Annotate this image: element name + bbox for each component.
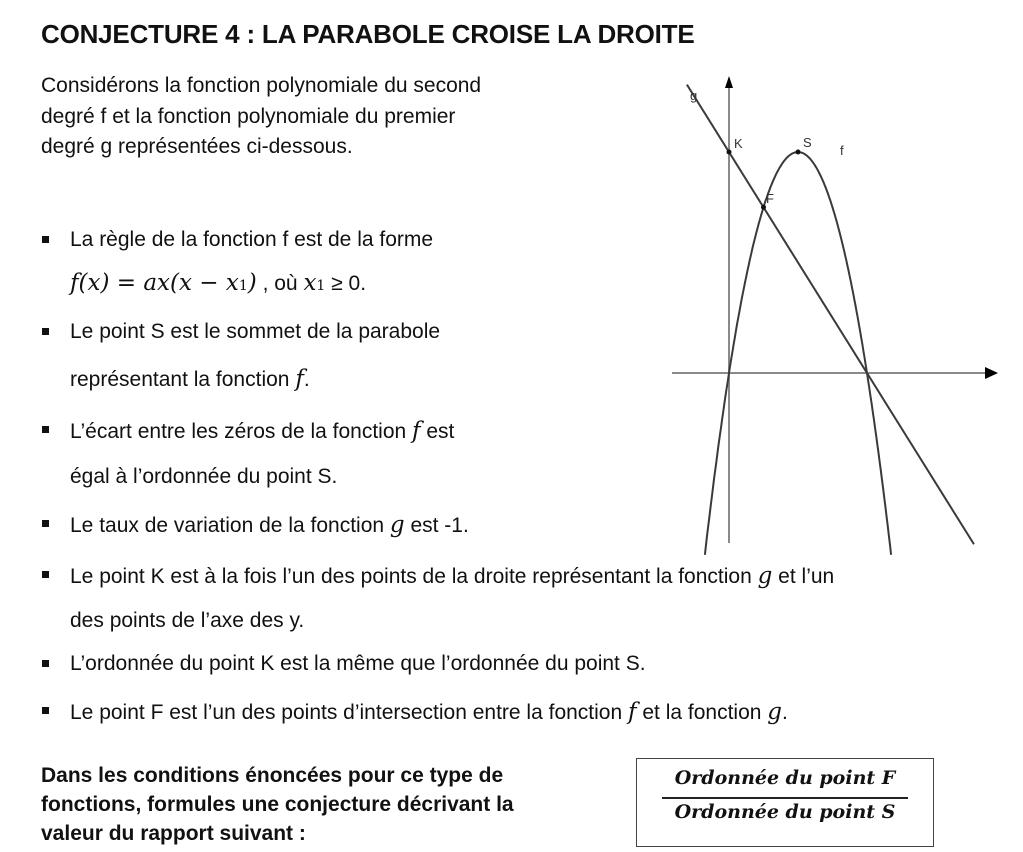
y-axis-arrow-icon [725,76,733,88]
ratio-numerator: Ordonnée du point F [674,767,896,789]
condition-rest: ≥ 0. [325,272,367,295]
bullet-text-part: est -1. [404,514,469,537]
bullet-text: L’ordonnée du point K est la même que l’ordonnée du point S. [70,652,646,675]
formula-body: (x) = ax(x − x [78,270,239,296]
bullet-text-part: Le point K est à la fois l’un des points de la droite représentant la fonction [70,565,758,588]
bullet-text-part: . [782,701,788,724]
condition-subscript: 1 [316,278,326,294]
parabola-f [705,152,891,555]
bullet-text-part: L’écart entre les zéros de la fonction [70,420,413,443]
formula-subscript: 1 [238,278,248,294]
label-k: K [734,136,743,151]
bullet-text: représentant la fonction [70,368,296,391]
label-f-curve: f [840,143,844,158]
bullet-text-part: Le point F est l’un des points d’intersection entre la fonction [70,701,628,724]
formula-close: ) [247,270,257,296]
ratio-denominator: Ordonnée du point S [674,801,896,823]
bullet-text-part: Le taux de variation de la fonction [70,514,390,537]
math-variable: f [412,418,421,444]
bullet-continuation: des points de l’axe des y. [70,609,305,632]
intro-line: Considérons la fonction polynomiale du second [41,74,482,97]
bullet-text: . [303,368,310,391]
bullet-text-part: et la fonction [636,701,768,724]
label-s: S [803,135,812,150]
x-axis-arrow-icon [985,367,998,379]
page-title: CONJECTURE 4 : LA PARABOLE CROISE LA DROITE [41,19,695,49]
math-variable: f [295,366,304,392]
question-line: fonctions, formules une conjecture décrivant la [41,793,514,816]
bullet-text-part: et l’un [772,565,835,588]
question-line: valeur du rapport suivant : [41,822,306,845]
formula-after: , où [256,272,304,295]
bullet-text-part: est [420,420,455,443]
math-variable: f [628,699,637,725]
formula-f: f [70,270,79,296]
label-f-point: F [766,191,774,206]
bullet-text: Le point S est le sommet de la parabole [70,320,441,343]
bullet-continuation: égal à l’ordonnée du point S. [70,465,338,488]
math-variable: g [757,563,773,589]
label-g: g [690,88,698,103]
math-variable: g [767,699,782,725]
point-s [796,150,801,155]
math-variable: g [389,512,405,538]
intro-line: degré g représentées ci-dessous. [41,135,353,158]
intro-line: degré f et la fonction polynomiale du premier [41,104,456,128]
bullet-text: La règle de la fonction f est de la forme [70,228,434,251]
point-k [727,150,732,155]
question-line: Dans les conditions énoncées pour ce type de [41,764,504,787]
condition-variable: x [303,270,317,296]
